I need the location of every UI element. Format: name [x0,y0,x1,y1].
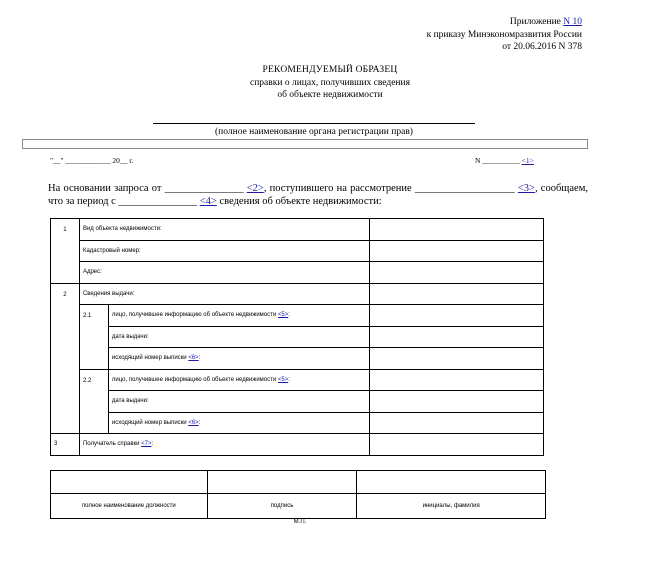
outgoing-number-label: исходящий номер выписки <6>: [108,348,369,370]
footnote-link-6[interactable]: <6> [188,419,199,426]
body-paragraph: На основании запроса от _______________ <2>, поступившего на рассмотрение ___________________ <3>, сообщаем, что за период с _______________ <4> сведения об объекте недвижимости: [48,183,588,207]
annex-line2: к приказу Минэкономразвития России [426,29,582,40]
footnote-link-1[interactable]: <1> [521,156,534,165]
table-row [51,391,544,413]
table-row [51,412,544,434]
stamp-place: М.П. [293,519,307,525]
org-name-line [153,123,475,124]
table-row [51,494,546,519]
value-cell[interactable] [370,391,544,413]
annex-header [282,16,582,54]
subsection-number: 2.1 [79,305,108,370]
signature-caption: подпись [207,494,357,519]
table-row [51,219,544,241]
section-number: 3 [51,434,80,456]
issue-info-label: Сведения выдачи: [79,283,369,305]
cadastral-number-label: Кадастровый номер: [79,240,369,262]
value-cell[interactable] [370,326,544,348]
table-row [51,348,544,370]
date-line: "__" ____________ 20__ г. [50,156,134,165]
org-name-caption: (полное наименование органа регистрации прав) [215,127,413,137]
address-label: Адрес: [79,262,369,284]
footnote-link-6[interactable]: <6> [188,355,199,362]
annex-link[interactable]: N 10 [563,17,582,27]
section-number: 2 [51,283,80,434]
info-table [50,218,544,456]
certificate-recipient-label: Получатель справки <7>: [79,434,369,456]
recipient-label: лицо, получившее информацию об объекте недвижимости <5>: [108,369,369,391]
table-row [51,283,544,305]
name-field[interactable] [357,471,546,494]
value-cell[interactable] [370,412,544,434]
title-line1: РЕКОМЕНДУЕМЫЙ ОБРАЗЕЦ [262,65,398,75]
document-title [0,64,660,102]
value-cell[interactable] [370,369,544,391]
value-cell[interactable] [370,283,544,305]
issue-date-label: дата выдачи: [108,391,369,413]
table-row [51,262,544,284]
object-type-label: Вид объекта недвижимости: [79,219,369,241]
signature-field[interactable] [207,471,357,494]
org-box-line [22,139,588,149]
table-row [51,369,544,391]
name-caption: инициалы, фамилия [357,494,546,519]
value-cell[interactable] [370,348,544,370]
subsection-number: 2.2 [79,369,108,434]
footnote-link-3[interactable]: <3> [517,183,535,194]
outgoing-number-label: исходящий номер выписки <6>: [108,412,369,434]
footnote-link-5[interactable]: <5> [277,376,289,383]
table-row [51,240,544,262]
value-cell[interactable] [370,305,544,327]
position-field[interactable] [51,471,208,494]
number-line: N __________ <1> [475,156,534,165]
table-row [51,434,544,456]
signature-table [50,470,546,519]
value-cell[interactable] [370,219,544,241]
title-line3: об объекте недвижимости [277,90,383,100]
value-cell[interactable] [370,434,544,456]
value-cell[interactable] [370,262,544,284]
title-line2: справки о лицах, получивших сведения [250,77,410,88]
table-row [51,305,544,327]
footnote-link-5[interactable]: <5> [277,312,289,319]
annex-line3: от 20.06.2016 N 378 [502,42,582,52]
table-row [51,471,546,494]
annex-line1: Приложение N 10 [509,17,582,27]
position-caption: полное наименование должности [51,494,208,519]
value-cell[interactable] [370,240,544,262]
issue-date-label: дата выдачи: [108,326,369,348]
footnote-link-7[interactable]: <7> [141,441,152,448]
section-number: 1 [51,219,80,284]
table-row [51,326,544,348]
footnote-link-2[interactable]: <2> [246,183,264,194]
recipient-label: лицо, получившее информацию об объекте недвижимости <5>: [108,305,369,327]
footnote-link-4[interactable]: <4> [199,196,217,207]
